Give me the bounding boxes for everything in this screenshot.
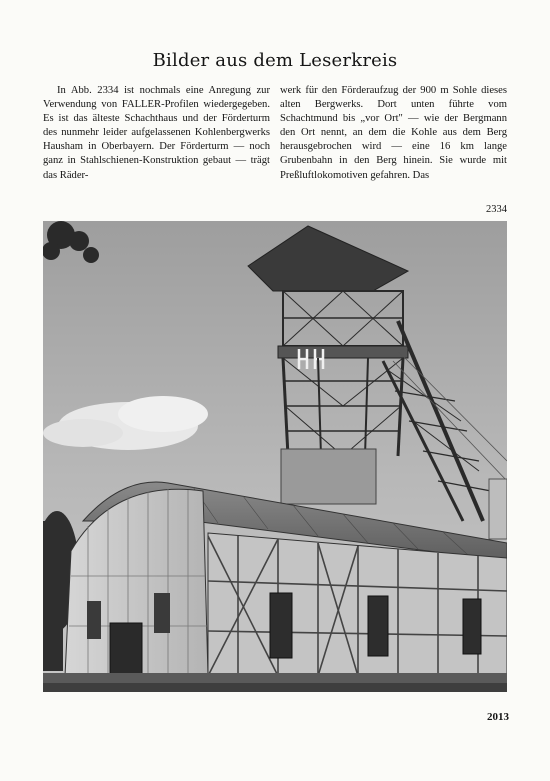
paragraph: werk für den Förderaufzug der 900 m Sohle dieses alten Bergwerks. Dort unten führte vom Schachtmund bis „vor Ort" — wie der Bergmann den Ort nennt, an dem die Kohle aus dem Berg herausgebrochen wird — eine 16 km lange Grubenbahn in den Berg hinein. Sie wurde mit Preßluftlokomotiven gefahren. Das	[280, 85, 507, 181]
mine-headframe-photo	[43, 221, 507, 692]
figure-number: 2334	[486, 204, 507, 215]
text-column-right	[280, 84, 507, 183]
text-column-left	[43, 84, 270, 183]
page-number: 2013	[487, 711, 509, 723]
page-title: Bilder aus dem Leserkreis	[152, 50, 398, 71]
article-body	[43, 84, 507, 183]
paragraph: In Abb. 2334 ist nochmals eine Anregung zur Verwendung von FALLER-Profilen wiedergegeben. Es ist das älteste Schachthaus und der Förderturm des nunmehr leider aufgelassenen Kohlenbergwerks Hausham in Oberbayern. Der Förderturm — noch ganz in Stahlschienen-Konstruktion gebaut — trägt das Räder-	[43, 85, 270, 181]
